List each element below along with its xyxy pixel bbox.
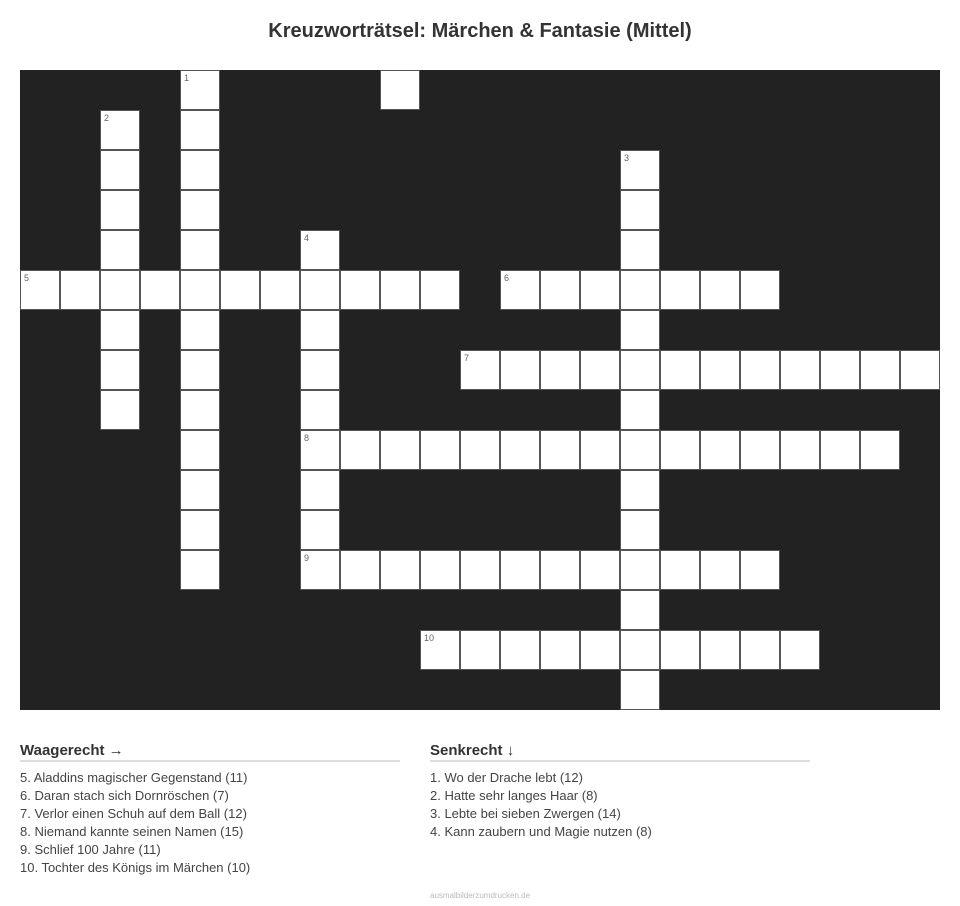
page-title: Kreuzworträtsel: Märchen & Fantasie (Mittel) — [268, 20, 692, 42]
grid-cell[interactable] — [180, 470, 220, 510]
grid-cell[interactable] — [740, 630, 780, 670]
grid-cell[interactable] — [540, 430, 580, 470]
grid-cell[interactable] — [580, 550, 620, 590]
grid-cell[interactable] — [180, 310, 220, 350]
grid-cell[interactable] — [700, 550, 740, 590]
grid-cell[interactable] — [340, 550, 380, 590]
grid-cell[interactable] — [620, 670, 660, 710]
grid-cell[interactable] — [780, 350, 820, 390]
grid-cell[interactable] — [300, 350, 340, 390]
grid-cell[interactable] — [180, 390, 220, 430]
clue-item: 9. Schlief 100 Jahre (11) — [20, 842, 161, 857]
clue-number: 8 — [304, 433, 310, 443]
grid-cell[interactable] — [700, 630, 740, 670]
grid-cell[interactable] — [460, 350, 500, 390]
grid-cell[interactable] — [500, 630, 540, 670]
grid-cell[interactable] — [900, 350, 940, 390]
clue-item: 3. Lebte bei sieben Zwergen (14) — [430, 806, 621, 821]
grid-cell[interactable] — [100, 270, 140, 310]
grid-cell[interactable] — [100, 350, 140, 390]
grid-cell[interactable] — [260, 270, 300, 310]
grid-cell[interactable] — [180, 510, 220, 550]
grid-cell[interactable] — [580, 350, 620, 390]
grid-cell[interactable] — [740, 350, 780, 390]
grid-cell[interactable] — [620, 630, 660, 670]
grid-cell[interactable] — [540, 630, 580, 670]
across-heading: Waagerecht → — [20, 742, 400, 762]
grid-cell[interactable] — [620, 430, 660, 470]
grid-cell[interactable] — [620, 150, 660, 190]
grid-cell[interactable] — [300, 430, 340, 470]
grid-cell[interactable] — [500, 430, 540, 470]
grid-cell[interactable] — [300, 230, 340, 270]
grid-cell[interactable] — [460, 630, 500, 670]
grid-cell[interactable] — [100, 390, 140, 430]
clue-item: 6. Daran stach sich Dornröschen (7) — [20, 788, 229, 803]
grid-cell[interactable] — [660, 430, 700, 470]
clue-item: 8. Niemand kannte seinen Namen (15) — [20, 824, 244, 839]
grid-cell[interactable] — [460, 430, 500, 470]
grid-cell[interactable] — [500, 350, 540, 390]
grid-cell[interactable] — [620, 590, 660, 630]
grid-cell[interactable] — [580, 430, 620, 470]
grid-cell[interactable] — [540, 550, 580, 590]
clue-item: 4. Kann zaubern und Magie nutzen (8) — [430, 824, 652, 839]
down-heading: Senkrecht ↓ — [430, 742, 810, 762]
watermark: ausmalbilderzumdrucken.de — [430, 891, 531, 900]
clue-item: 7. Verlor einen Schuh auf dem Ball (12) — [20, 806, 247, 821]
grid-cell[interactable] — [660, 270, 700, 310]
clue-number: 10 — [424, 633, 435, 643]
across-clue-list — [20, 769, 400, 877]
grid-cell[interactable] — [300, 270, 340, 310]
grid-cell[interactable] — [20, 270, 60, 310]
grid-cell[interactable] — [860, 430, 900, 470]
grid-cell[interactable] — [820, 350, 860, 390]
grid-cell[interactable] — [860, 350, 900, 390]
grid-cell[interactable] — [180, 70, 220, 110]
grid-cell[interactable] — [100, 230, 140, 270]
grid-cell[interactable] — [180, 150, 220, 190]
grid-cell[interactable] — [340, 430, 380, 470]
grid-cell[interactable] — [620, 230, 660, 270]
grid-cell[interactable] — [220, 270, 260, 310]
clue-item: 2. Hatte sehr langes Haar (8) — [430, 788, 598, 803]
clue-item: 10. Tochter des Königs im Märchen (10) — [20, 860, 251, 875]
clue-number: 9 — [304, 553, 310, 563]
grid-cell[interactable] — [580, 270, 620, 310]
across-clues — [20, 742, 400, 877]
grid-cell[interactable] — [660, 350, 700, 390]
grid-cell[interactable] — [660, 550, 700, 590]
grid-cell[interactable] — [180, 550, 220, 590]
grid-cell[interactable] — [580, 630, 620, 670]
grid-cell[interactable] — [620, 550, 660, 590]
clue-number: 6 — [504, 273, 510, 283]
grid-cell[interactable] — [620, 510, 660, 550]
down-clue-list — [430, 769, 810, 841]
grid-cell[interactable] — [300, 550, 340, 590]
grid-cell[interactable] — [540, 350, 580, 390]
grid-cell[interactable] — [740, 550, 780, 590]
grid-cell[interactable] — [700, 430, 740, 470]
grid-cell[interactable] — [820, 430, 860, 470]
grid-cell[interactable] — [380, 270, 420, 310]
grid-cell[interactable] — [380, 430, 420, 470]
grid-cell[interactable] — [620, 390, 660, 430]
grid-cell[interactable] — [620, 470, 660, 510]
clue-item: 1. Wo der Drache lebt (12) — [430, 770, 583, 785]
clue-number: 7 — [464, 353, 470, 363]
grid-cell[interactable] — [700, 270, 740, 310]
clue-number: 1 — [184, 73, 190, 83]
grid-cell[interactable] — [340, 270, 380, 310]
clue-number: 4 — [304, 233, 310, 243]
clue-number: 5 — [24, 273, 30, 283]
grid-cell[interactable] — [780, 430, 820, 470]
grid-cell[interactable] — [300, 310, 340, 350]
grid-cell[interactable] — [420, 270, 460, 310]
grid-cell[interactable] — [740, 430, 780, 470]
grid-cell[interactable] — [380, 70, 420, 110]
clue-number: 3 — [624, 153, 630, 163]
grid-cell[interactable] — [100, 190, 140, 230]
grid-cell[interactable] — [140, 270, 180, 310]
grid-cell[interactable] — [420, 630, 460, 670]
grid-cell[interactable] — [660, 630, 700, 670]
down-clues — [430, 742, 810, 841]
grid-cell[interactable] — [780, 630, 820, 670]
grid-cell[interactable] — [180, 190, 220, 230]
grid-cell[interactable] — [460, 550, 500, 590]
grid-cell[interactable] — [180, 110, 220, 150]
grid-cell[interactable] — [380, 550, 420, 590]
grid-cell[interactable] — [180, 350, 220, 390]
clue-number: 2 — [104, 113, 110, 123]
grid-cell[interactable] — [620, 310, 660, 350]
grid-cell[interactable] — [180, 230, 220, 270]
grid-cell[interactable] — [60, 270, 100, 310]
grid-cell[interactable] — [100, 110, 140, 150]
grid-cell[interactable] — [620, 350, 660, 390]
grid-cell[interactable] — [500, 550, 540, 590]
grid-cell[interactable] — [700, 350, 740, 390]
grid-cell[interactable] — [180, 270, 220, 310]
grid-cell[interactable] — [100, 150, 140, 190]
grid-cell[interactable] — [500, 270, 540, 310]
clue-item: 5. Aladdins magischer Gegenstand (11) — [20, 770, 248, 785]
crossword-grid — [20, 70, 940, 710]
grid-cell[interactable] — [620, 190, 660, 230]
grid-cell[interactable] — [620, 270, 660, 310]
grid-cell[interactable] — [100, 310, 140, 350]
grid-cell[interactable] — [740, 270, 780, 310]
grid-cell[interactable] — [300, 390, 340, 430]
grid-cell[interactable] — [420, 550, 460, 590]
grid-cell[interactable] — [300, 510, 340, 550]
grid-cell[interactable] — [180, 430, 220, 470]
grid-cell[interactable] — [300, 470, 340, 510]
grid-cell[interactable] — [540, 270, 580, 310]
grid-cell[interactable] — [420, 430, 460, 470]
